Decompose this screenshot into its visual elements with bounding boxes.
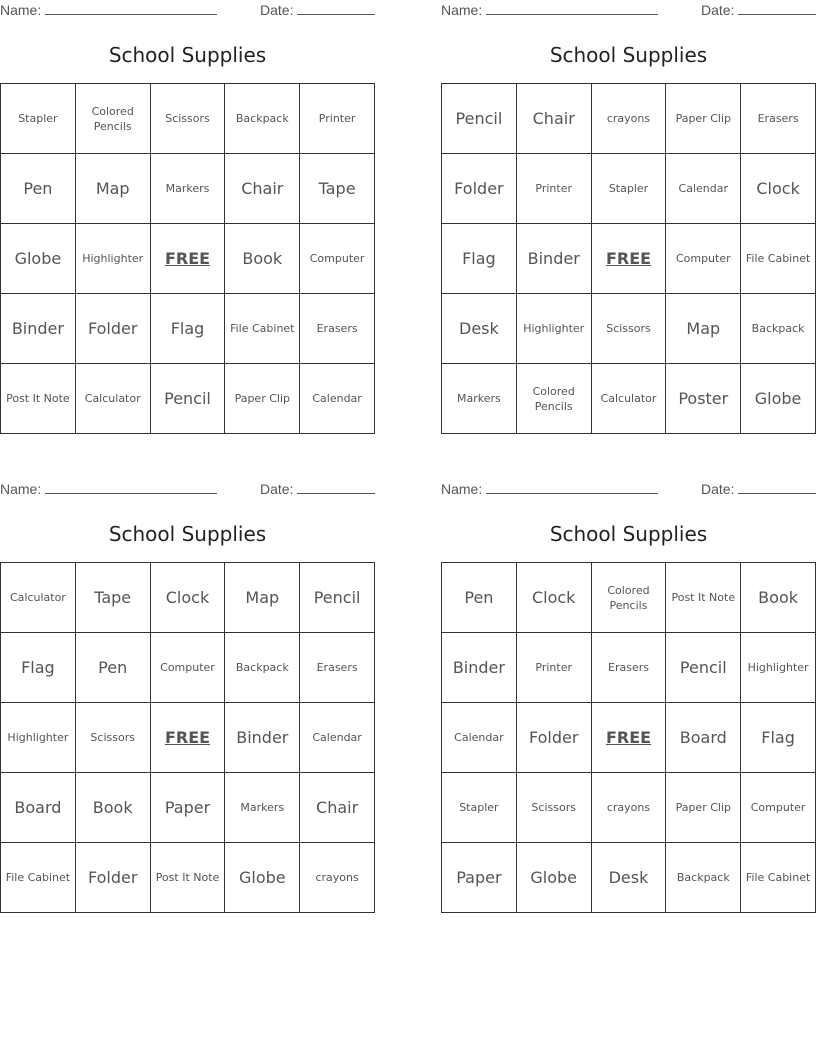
bingo-cell: Stapler <box>592 154 667 224</box>
bingo-cell: Binder <box>225 703 300 773</box>
bingo-cell: Book <box>76 773 151 843</box>
bingo-cell: File Cabinet <box>741 843 816 913</box>
bingo-cell: Book <box>741 563 816 633</box>
bingo-cell: Erasers <box>592 633 667 703</box>
bingo-cell: Scissors <box>592 294 667 364</box>
bingo-card <box>441 479 816 919</box>
bingo-cell: Markers <box>151 154 226 224</box>
bingo-cell: Clock <box>517 563 592 633</box>
bingo-cell: Tape <box>300 154 375 224</box>
card-title: School Supplies <box>108 43 267 67</box>
date-field <box>260 2 375 18</box>
bingo-card <box>0 479 375 919</box>
bingo-cell: Calculator <box>76 364 151 434</box>
bingo-cell: Printer <box>517 154 592 224</box>
date-blank-line <box>738 481 816 494</box>
bingo-cell: Flag <box>151 294 226 364</box>
bingo-cell: Binder <box>517 224 592 294</box>
bingo-cell: Markers <box>225 773 300 843</box>
bingo-cell: Pencil <box>151 364 226 434</box>
bingo-cell: Map <box>225 563 300 633</box>
name-label: Name: <box>441 481 483 497</box>
card-title: School Supplies <box>549 522 708 546</box>
bingo-cell: Folder <box>76 843 151 913</box>
bingo-cell: Flag <box>442 224 517 294</box>
bingo-cell: Highlighter <box>741 633 816 703</box>
bingo-cell: Calculator <box>1 563 76 633</box>
name-blank-line <box>45 2 217 15</box>
bingo-cell: Computer <box>151 633 226 703</box>
date-blank-line <box>738 2 816 15</box>
name-blank-line <box>486 2 658 15</box>
bingo-cell: Pen <box>76 633 151 703</box>
date-field <box>701 2 816 18</box>
bingo-cell: Colored Pencils <box>76 84 151 154</box>
bingo-cell: Board <box>666 703 741 773</box>
bingo-cell: Pencil <box>442 84 517 154</box>
bingo-cell: Erasers <box>300 633 375 703</box>
bingo-cell: Chair <box>225 154 300 224</box>
bingo-cell: Post It Note <box>151 843 226 913</box>
bingo-cell: Chair <box>517 84 592 154</box>
bingo-cell: Colored Pencils <box>517 364 592 434</box>
name-blank-line <box>486 481 658 494</box>
bingo-card <box>0 0 375 440</box>
bingo-cell: Book <box>225 224 300 294</box>
card-title: School Supplies <box>549 43 708 67</box>
bingo-card <box>441 0 816 440</box>
bingo-cell: Paper Clip <box>225 364 300 434</box>
bingo-cell: Computer <box>666 224 741 294</box>
bingo-cell: Calendar <box>666 154 741 224</box>
name-field <box>0 2 217 18</box>
bingo-cell: crayons <box>592 773 667 843</box>
name-field <box>441 2 658 18</box>
bingo-grid <box>0 562 375 913</box>
bingo-cell: Poster <box>666 364 741 434</box>
bingo-cell: Printer <box>517 633 592 703</box>
name-field <box>441 481 658 497</box>
bingo-cell: Pencil <box>666 633 741 703</box>
bingo-cell: Globe <box>741 364 816 434</box>
bingo-grid <box>0 83 375 434</box>
bingo-cell: Flag <box>741 703 816 773</box>
bingo-cell: Post It Note <box>1 364 76 434</box>
bingo-cell: Markers <box>442 364 517 434</box>
date-label: Date: <box>701 481 735 497</box>
bingo-cell: Tape <box>76 563 151 633</box>
bingo-cell: Backpack <box>225 633 300 703</box>
bingo-grid <box>441 83 816 434</box>
bingo-cell: Printer <box>300 84 375 154</box>
bingo-cell: Folder <box>442 154 517 224</box>
bingo-cell: File Cabinet <box>1 843 76 913</box>
bingo-cell: Desk <box>592 843 667 913</box>
bingo-cell: Clock <box>741 154 816 224</box>
bingo-cell: Globe <box>225 843 300 913</box>
bingo-cell: Flag <box>1 633 76 703</box>
bingo-cell: File Cabinet <box>225 294 300 364</box>
bingo-cell: Globe <box>517 843 592 913</box>
bingo-cell: Map <box>666 294 741 364</box>
bingo-cell: Colored Pencils <box>592 563 667 633</box>
bingo-cell: Board <box>1 773 76 843</box>
bingo-cell: Calendar <box>300 364 375 434</box>
bingo-cell: Paper Clip <box>666 84 741 154</box>
bingo-cell: Stapler <box>1 84 76 154</box>
bingo-cell: Erasers <box>741 84 816 154</box>
name-blank-line <box>45 481 217 494</box>
name-label: Name: <box>0 481 42 497</box>
bingo-cell: Chair <box>300 773 375 843</box>
bingo-cell: Desk <box>442 294 517 364</box>
bingo-cell: Calendar <box>442 703 517 773</box>
name-label: Name: <box>0 2 42 18</box>
bingo-cell: Clock <box>151 563 226 633</box>
bingo-cell: File Cabinet <box>741 224 816 294</box>
bingo-cell: Calculator <box>592 364 667 434</box>
date-field <box>260 481 375 497</box>
bingo-cell: Pen <box>1 154 76 224</box>
bingo-cell: Highlighter <box>1 703 76 773</box>
bingo-cell: Backpack <box>741 294 816 364</box>
bingo-cell: Computer <box>300 224 375 294</box>
bingo-cell: Stapler <box>442 773 517 843</box>
bingo-cell: Binder <box>1 294 76 364</box>
bingo-cell: Paper Clip <box>666 773 741 843</box>
name-field <box>0 481 217 497</box>
card-title: School Supplies <box>108 522 267 546</box>
bingo-cell: Paper <box>442 843 517 913</box>
bingo-cell: Erasers <box>300 294 375 364</box>
bingo-cell: Pencil <box>300 563 375 633</box>
bingo-cell: Map <box>76 154 151 224</box>
bingo-cell: Binder <box>442 633 517 703</box>
free-space-cell: FREE <box>592 703 667 773</box>
bingo-cell: Scissors <box>76 703 151 773</box>
free-space-cell: FREE <box>151 224 226 294</box>
bingo-cell: crayons <box>592 84 667 154</box>
bingo-cell: Backpack <box>225 84 300 154</box>
free-space-cell: FREE <box>151 703 226 773</box>
bingo-cell: Pen <box>442 563 517 633</box>
date-label: Date: <box>701 2 735 18</box>
bingo-cell: Post It Note <box>666 563 741 633</box>
bingo-cell: Highlighter <box>517 294 592 364</box>
bingo-cell: Highlighter <box>76 224 151 294</box>
bingo-cell: Paper <box>151 773 226 843</box>
bingo-cell: Globe <box>1 224 76 294</box>
bingo-cell: crayons <box>300 843 375 913</box>
bingo-cell: Folder <box>76 294 151 364</box>
date-blank-line <box>297 481 375 494</box>
date-label: Date: <box>260 481 294 497</box>
date-blank-line <box>297 2 375 15</box>
bingo-cell: Folder <box>517 703 592 773</box>
date-field <box>701 481 816 497</box>
bingo-cell: Calendar <box>300 703 375 773</box>
bingo-cell: Computer <box>741 773 816 843</box>
name-label: Name: <box>441 2 483 18</box>
bingo-cell: Scissors <box>517 773 592 843</box>
date-label: Date: <box>260 2 294 18</box>
bingo-cell: Backpack <box>666 843 741 913</box>
bingo-grid <box>441 562 816 913</box>
bingo-cell: Scissors <box>151 84 226 154</box>
free-space-cell: FREE <box>592 224 667 294</box>
